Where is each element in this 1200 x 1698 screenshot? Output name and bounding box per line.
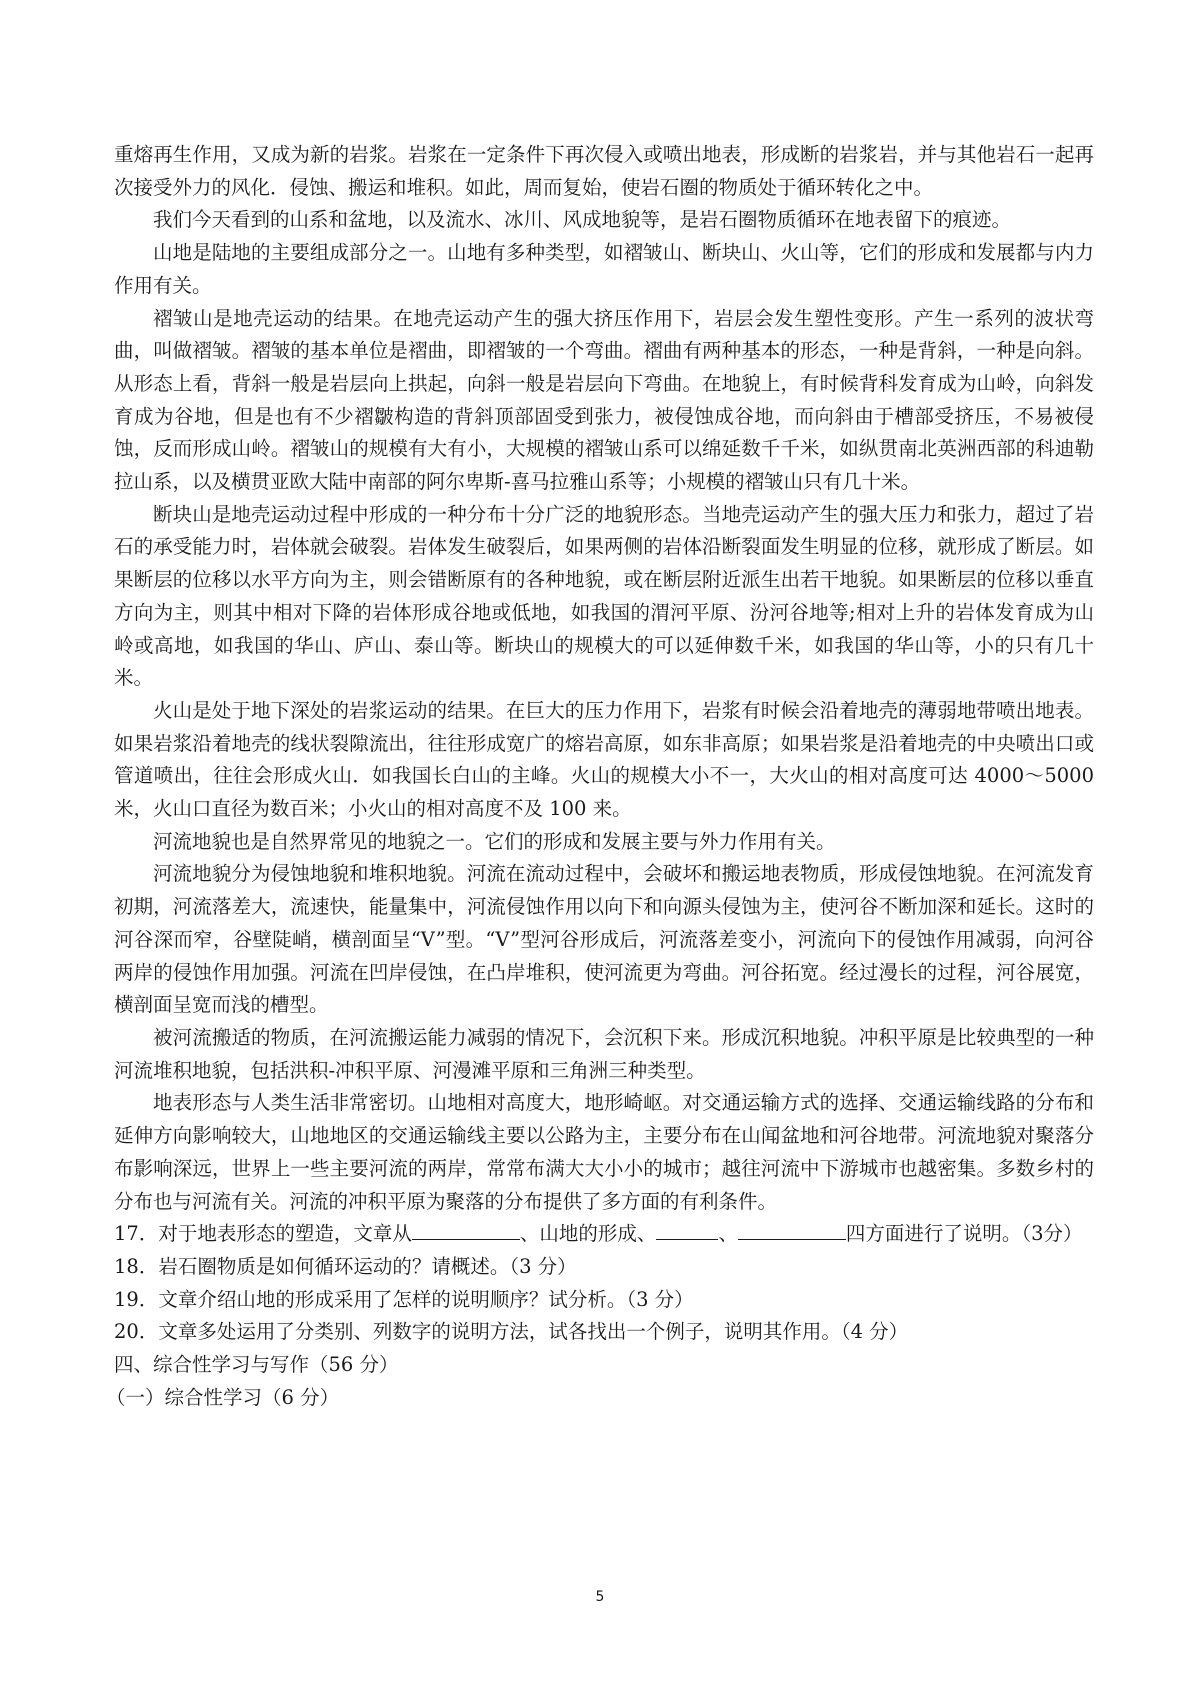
question-17-prefix: 17．对于地表形态的塑造，文章从 <box>114 1222 412 1246</box>
question-17-suffix: 四方面进行了说明。（3分） <box>845 1222 1083 1246</box>
answer-blank-2[interactable] <box>656 1219 718 1240</box>
question-17-mid2: 、 <box>718 1222 738 1246</box>
paragraph-river-landforms-intro: 河流地貌也是自然界常见的地貌之一。它们的形成和发展主要与外力作用有关。 <box>153 829 836 853</box>
paragraph-river-erosion: 河流地貌分为侵蚀地貌和堆积地貌。河流在流动过程中，会破坏和搬运地表物质，形成侵蚀地貌。在河流发育初期，河流落差大，流速快，能量集中，河流侵蚀作用以向下和向源头侵蚀为主，使河谷不断加深和延长。这时的河谷深而窄，谷壁陡峭，横剖面呈“V”型。“V”型河谷形成后，河流落差变小，河流向下的侵蚀作用减弱，向河谷两岸的侵蚀作用加强。河流在凹岸侵蚀，在凸岸堆积，使河流更为弯曲。河谷拓宽。经过漫长的过程，河谷展宽，横剖面呈宽而浅的槽型。 <box>114 862 1094 1017</box>
paragraph-rock-cycle: 重熔再生作用，又成为新的岩浆。岩浆在一定条件下再次侵入或喷出地表，形成断的岩浆岩，并与其他岩石一起再次接受外力的风化．侵蚀、搬运和堆积。如此，周而复始，使岩石圈的物质处于循环转化之中。 <box>114 143 1094 199</box>
paragraph-river-deposition: 被河流搬适的物质，在河流搬运能力减弱的情况下，会沉积下来。形成沉积地貌。冲积平原是比较典型的一种河流堆积地貌，包括洪积-冲积平原、河漫滩平原和三角洲三种类型。 <box>114 1025 1094 1082</box>
answer-blank-1[interactable] <box>412 1219 520 1240</box>
paragraph-fault-block-mountains: 断块山是地壳运动过程中形成的一种分布十分广泛的地貌形态。当地壳运动产生的强大压力和张力，超过了岩石的承受能力时，岩体就会破裂。岩体发生破裂后，如果两侧的岩体沿断裂面发生明显的位移，就形成了断层。如果断层的位移以水平方向为主，则会错断原有的各种地貌，或在断层附近派生出若干地貌。如果断层的位移以垂直方向为主，则其中相对下降的岩体形成谷地或低地，如我国的渭河平原、汾河谷地等;相对上升的岩体发育成为山岭或高地，如我国的华山、庐山、泰山等。断块山的规模大的可以延伸数千米，如我国的华山等，小的只有几十米。 <box>114 502 1094 690</box>
question-18: 18．岩石圈物质是如何循环运动的？请概述。（3 分） <box>114 1254 577 1278</box>
paragraph-fold-mountains: 褶皱山是地壳运动的结果。在地壳运动产生的强大挤压作用下，岩层会发生塑性变形。产生一系列的波状弯曲，叫做褶皱。褶皱的基本单位是褶曲，即褶皱的一个弯曲。褶曲有两种基本的形态，一种是背斜，一种是向斜。从形态上看，背斜一般是岩层向上拱起，向斜一般是岩层向下弯曲。在地貌上，有时候背科发育成为山岭，向斜发育成为谷地，但是也有不少褶皺构造的背斜顶部固受到张力，被侵蚀成谷地，而向斜由于槽部受挤压，不易被侵蚀，反而形成山岭。褶皱山的规模有大有小，大规模的褶皱山系可以绵延数千千米，如纵贯南北英洲西部的科迪勒拉山系，以及横贯亚欧大陆中南部的阿尔卑斯-喜马拉雅山系等；小规模的褶皱山只有几十米。 <box>114 306 1094 494</box>
paragraph-landform-traces: 我们今天看到的山系和盆地，以及流水、冰川、风成地貌等，是岩石圈物质循环在地表留下的痕迹。 <box>153 208 1012 232</box>
answer-blank-3[interactable] <box>738 1219 846 1240</box>
question-19: 19．文章介绍山地的形成采用了怎样的说明顺序？试分析。（3 分） <box>114 1287 694 1311</box>
paragraph-mountains-intro: 山地是陆地的主要组成部分之一。山地有多种类型，如褶皱山、断块山、火山等，它们的形成和发展都与内力作用有关。 <box>114 241 1094 297</box>
page-number: 5 <box>595 1589 605 1605</box>
question-17-mid1: 、山地的形成、 <box>519 1222 657 1246</box>
subsection-heading-4-1: （一）综合性学习（6 分） <box>106 1385 340 1409</box>
question-17 <box>114 1218 1094 1251</box>
paragraph-volcanoes: 火山是处于地下深处的岩浆运动的结果。在巨大的压力作用下，岩浆有时候会沿着地壳的薄弱地带喷出地表。如果岩浆沿着地壳的线状裂隙流出，往往形成宽广的熔岩高原，如东非高原；如果岩浆是沿着地壳的中央喷出口或管道喷出，往往会形成火山．如我国长白山的主峰。火山的规模大小不一，大火山的相对高度可达 4000～5000 米，火山口直径为数百米；小火山的相对高度不及 100 来。 <box>114 698 1094 821</box>
paragraph-landforms-and-humans: 地表形态与人类生活非常密切。山地相对高度大，地形崎岖。对交通运输方式的选择、交通运输线路的分布和延伸方向影响较大，山地地区的交通运输线主要以公路为主，主要分布在山闻盆地和河谷地带。河流地貌对聚落分布影响深远，世界上一些主要河流的两岸，常常布满大大小小的城市；越往河流中下游城市也越密集。多数乡村的分布也与河流有关。河流的冲积平原为聚落的分布提供了多方面的有利条件。 <box>114 1091 1094 1213</box>
section-heading-4: 四、综合性学习与写作（56 分） <box>114 1353 399 1377</box>
question-20: 20．文章多处运用了分类别、列数字的说明方法，试各找出一个例子，说明其作用。（4 分） <box>114 1320 909 1344</box>
document-page <box>106 139 1094 1414</box>
